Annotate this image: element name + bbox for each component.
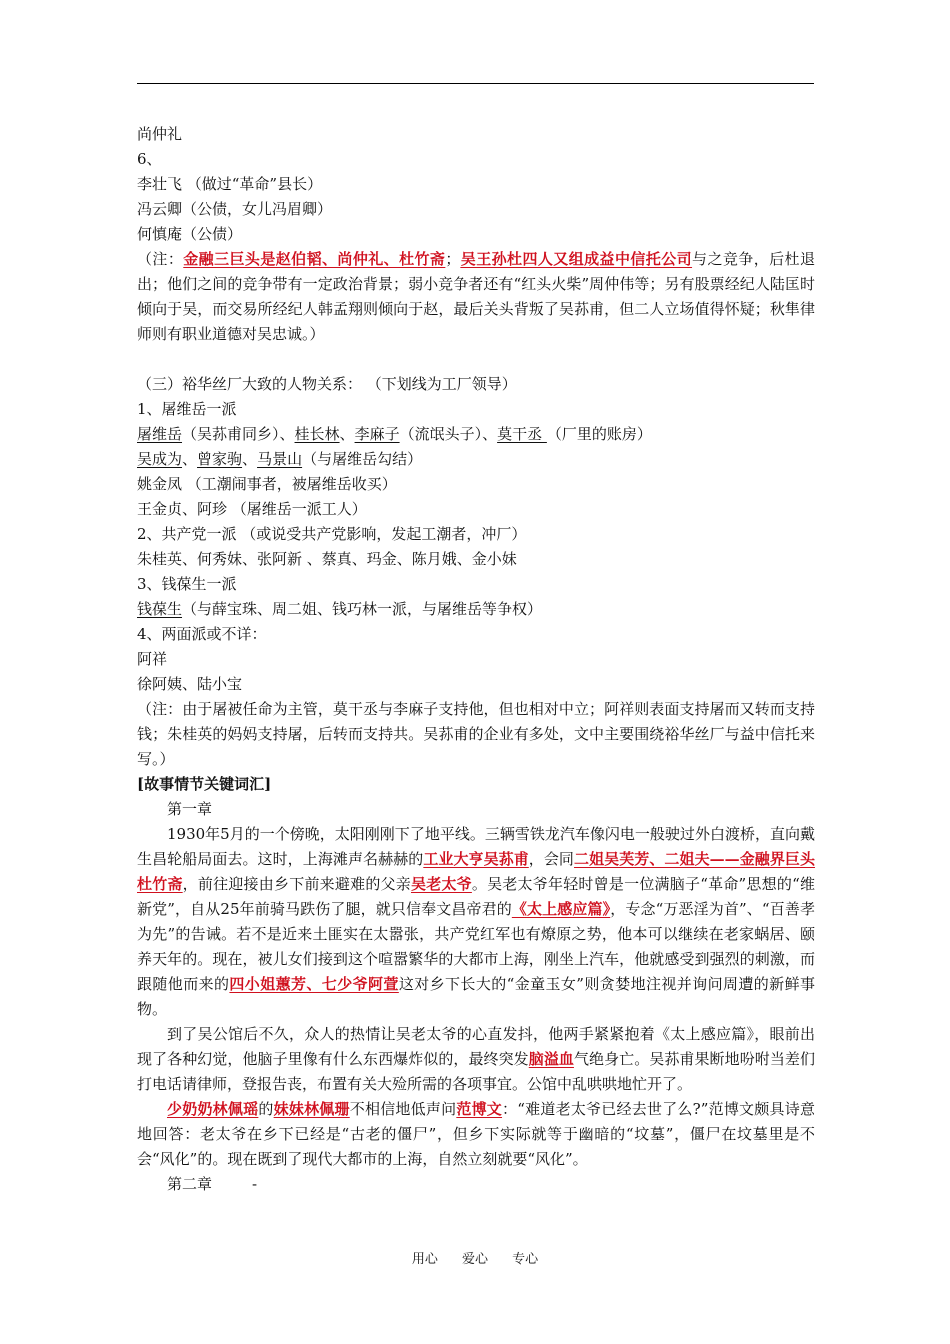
story-header: [故事情节关键词汇]: [137, 775, 272, 793]
document-body: [137, 122, 815, 1197]
group-3-title: 3、钱葆生一派: [137, 575, 237, 593]
group-1-title: 1、屠维岳一派: [137, 400, 237, 418]
footer-word-2: 爱心: [461, 1252, 488, 1267]
story-paragraph-3: 少奶奶林佩瑶的妹妹林佩珊不相信地低声问范博文：“难道老太爷已经去世了么?”范博文颇具诗意地回答：老太爷在乡下已经是“古老的僵尸”，但乡下实际就等于幽暗的“坟墓”，僵尸在坟墓里是不会“风化”的。现在既到了现代大都市的上海，自然立刻就要“风化”。: [137, 1100, 815, 1168]
line-feng: 冯云卿（公债，女儿冯眉卿）: [137, 200, 333, 218]
highlight-finance-giants: 金融三巨头是赵伯韬、尚仲礼、杜竹斋: [183, 250, 446, 268]
chapter-1-title: 第一章: [167, 800, 213, 818]
footer-word-3: 专心: [512, 1252, 539, 1267]
highlight-yizhong-trust: 吴王孙杜四人又组成益中信托公司: [460, 250, 693, 268]
group-3-line-a: 钱葆生（与薛宝珠、周二姐、钱巧林一派，与屠维岳等争权）: [137, 600, 543, 618]
group-1-line-a: 屠维岳（吴荪甫同乡）、桂长林、李麻子（流氓头子）、莫干丞 （厂里的账房）: [137, 425, 652, 443]
factory-title: （三）裕华丝厂大致的人物关系： （下划线为工厂领导）: [137, 375, 517, 393]
story-paragraph-2: 到了吴公馆后不久，众人的热情让吴老太爷的心直发抖，他两手紧紧抱着《太上感应篇》，眼前出现了各种幻觉，他脑子里像有什么东西爆炸似的，最终突发脑溢血气绝身亡。吴荪甫果断地吩咐当差们打电话请律师，登报告丧，布置有关大殓所需的各项事宜。公馆中乱哄哄地忙开了。: [137, 1025, 815, 1093]
line-shang: 尚仲礼: [137, 125, 183, 143]
story-paragraph-1: 1930年5月的一个傍晚，太阳刚刚下了地平线。三辆雪铁龙汽车像闪电一般驶过外白渡桥，直向戴生昌轮船局面去。这时，上海滩声名赫赫的工业大亨吴荪甫，会同二姐吴芙芳、二姐夫——金融界巨头杜竹斋，前往迎接由乡下前来避难的父亲吴老太爷。吴老太爷年轻时曾是一位满脑子“革命”思想的“维新党”，自从25年前骑马跌伤了腿，就只信奉文昌帝君的《太上感应篇》，专念“万恶淫为首”、“百善孝为先”的告诫。若不是近来土匪实在太嚣张，共产党红军也有燎原之势，他本可以继续在老家蜗居、颐养天年的。现在，被儿女们接到这个喧嚣繁华的大都市上海，刚坐上汽车，他就感受到强烈的刺激，而跟随他而来的四小姐蕙芳、七少爷阿萱这对乡下长大的“金童玉女”则贪婪地注视并询问周遭的新鲜事物。: [137, 825, 815, 1018]
line-li: 李壮飞 （做过“革命”县长）: [137, 175, 323, 193]
group-1-line-c: 姚金凤 （工潮闹事者，被屠维岳收买）: [137, 475, 397, 493]
group-4-line-b: 徐阿姨、陆小宝: [137, 675, 243, 693]
group-1-line-d: 王金贞、阿珍 （屠维岳一派工人）: [137, 500, 367, 518]
footer-word-1: 用心: [411, 1252, 438, 1267]
group-2-line-a: 朱桂英、何秀妹、张阿新 、蔡真、玛金、陈月娥、金小妹: [137, 550, 517, 568]
header-rule: [137, 83, 814, 84]
page-footer: [0, 1248, 950, 1267]
group-4-line-a: 阿祥: [137, 650, 168, 668]
note-factory: （注：由于屠被任命为主管，莫干丞与李麻子支持他，但也相对中立；阿祥则表面支持屠而又转而支持钱；朱桂英的妈妈支持屠，后转而支持共。吴荪甫的企业有多处，文中主要围绕裕华丝厂与益中信托来写。）: [137, 700, 815, 768]
note-finance: （注：金融三巨头是赵伯韬、尚仲礼、杜竹斋；吴王孙杜四人又组成益中信托公司与之竞争，后杜退出；他们之间的竞争带有一定政治背景；弱小竞争者还有“红头火柴”周仲伟等；另有股票经纪人陆匡时倾向于吴，而交易所经纪人韩孟翔则倾向于赵，最后关头背叛了吴荪甫，但二人立场值得怀疑；秋隼律师则有职业道德对吴忠诚。）: [137, 250, 815, 343]
line-six: 6、: [137, 150, 162, 168]
line-he: 何慎庵（公债）: [137, 225, 243, 243]
chapter-2-title: 第二章 -: [167, 1175, 258, 1193]
group-4-title: 4、两面派或不详：: [137, 625, 267, 643]
group-1-line-b: 吴成为、曾家驹、马景山（与屠维岳勾结）: [137, 450, 423, 468]
group-2-title: 2、共产党一派 （或说受共产党影响，发起工潮者，冲厂）: [137, 525, 527, 543]
